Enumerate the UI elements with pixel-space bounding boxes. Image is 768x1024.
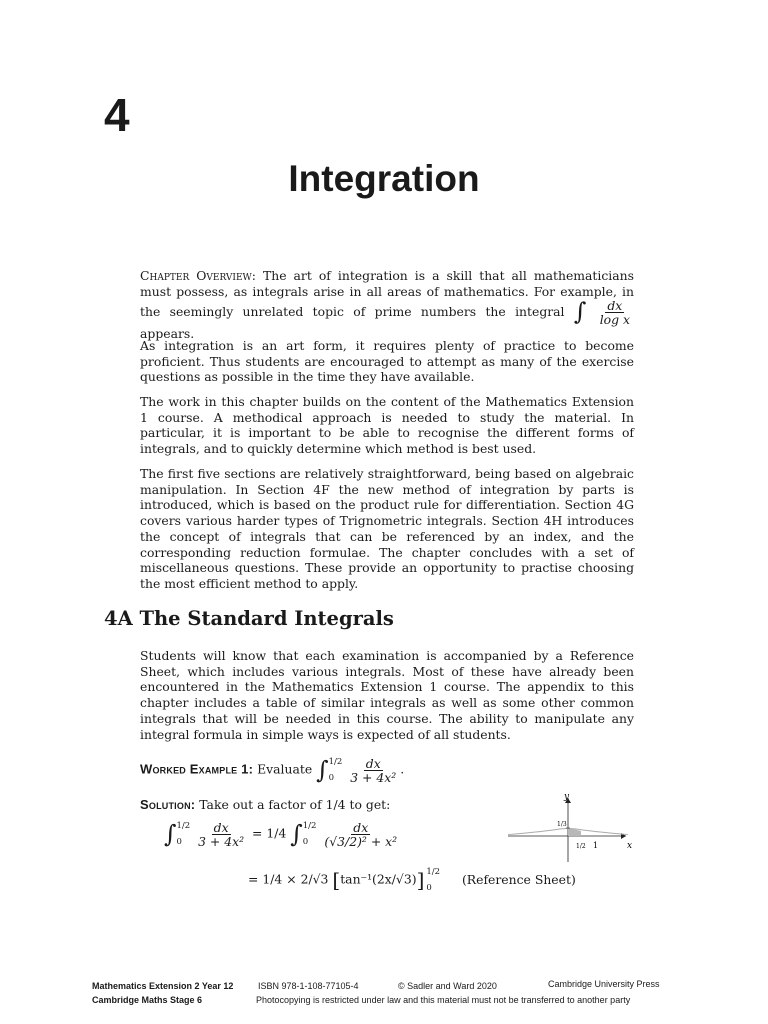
worked-example <box>140 754 404 786</box>
solution-label: Solution: <box>140 797 196 812</box>
chapter-title: Integration <box>288 158 480 199</box>
x-tick-label-half: 1/2 <box>576 843 586 850</box>
evaluation-limits <box>426 864 440 896</box>
upper-limit: 1/2 <box>328 757 343 767</box>
factor-quarter: 1/4 <box>266 825 287 841</box>
integral-limits <box>329 754 343 786</box>
worked-example-end: . <box>400 761 405 777</box>
chapter-number: 4 <box>104 89 130 141</box>
integral-graph <box>508 790 636 866</box>
right-bracket: ] <box>416 868 425 893</box>
overview-label: Chapter Overview: <box>140 268 256 283</box>
left-bracket: [ <box>332 868 341 893</box>
fraction-denominator: 3 + 4x² <box>198 833 245 849</box>
x-tick-label-one: 1 <box>593 841 599 850</box>
integral-sign: ∫ <box>164 820 177 849</box>
times-sign: × <box>286 871 297 887</box>
integral-sign: ∫ <box>290 820 303 849</box>
y-tick-label: 1/3 <box>557 821 567 828</box>
footer-series: Cambridge Maths Stage 6 <box>92 995 203 1005</box>
integral-sign: ∫ <box>573 298 587 327</box>
lower-limit: 0 <box>426 883 432 894</box>
overview-paragraph-4: The first five sections are relatively straightforward, being based on algebraic manipulation. In Section 4F the new method of integration by parts is introduced, which is based on the product rule for differentiation. Section 4G covers various harder types of Trignometric integrals. Section 4H introduces the concept of integrals that can be referenced by an index, and the corresponding reduction formulae. The chapter concludes with a set of miscellaneous questions. These provide an opportunity to practise choosing the most efficient method to apply. <box>140 466 634 591</box>
overview-integral-fraction <box>598 299 632 326</box>
integral-limits <box>303 818 317 850</box>
overview-text-a: The art of integration is a skill that all mathematicians must possess, as integrals arise in all areas of mathematics. For example, in the seemingly unrelated topic of prime numbers the integral <box>140 268 634 320</box>
lhs-fraction <box>196 821 246 848</box>
worked-example-text: Evaluate <box>257 761 313 777</box>
coefficient: 2/√3 <box>300 871 329 887</box>
solution-line <box>140 797 390 812</box>
solution-text-a: Take out a factor of <box>199 797 322 812</box>
lower-limit: 0 <box>302 837 309 848</box>
reference-note: (Reference Sheet) <box>461 871 576 887</box>
solution-equation-1 <box>164 818 401 850</box>
equals-sign: = <box>252 825 263 841</box>
footer-copyright: © Sadler and Ward 2020 <box>398 981 497 991</box>
solution-text-b: to get: <box>349 797 391 812</box>
arctan-expression: tan⁻¹(2x/√3) <box>340 871 417 887</box>
rhs-fraction <box>322 821 399 848</box>
fraction-numerator: dx <box>365 755 381 771</box>
fraction-numerator: dx <box>353 819 369 835</box>
worked-example-fraction <box>348 757 398 784</box>
overview-paragraph-3: The work in this chapter builds on the content of the Mathematics Extension 1 course. A methodical approach is needed to study the material. In particular, it is important to be able to recognise the different forms of integrals, and to quickly determine which method is best used. <box>140 394 634 457</box>
fraction-denominator: 3 + 4x² <box>350 769 397 785</box>
footer-notice: Photocopying is restricted under law and this material must not be transferred to another party <box>256 995 631 1005</box>
factor-quarter: 1/4 <box>262 871 283 887</box>
upper-limit: 1/2 <box>426 867 441 877</box>
lower-limit: 0 <box>176 837 182 848</box>
overview-text-b: appears. <box>140 326 195 342</box>
upper-limit: 1/2 <box>302 821 317 831</box>
fraction-numerator: dx <box>607 298 623 314</box>
lower-limit: 0 <box>328 773 335 784</box>
solution-factor: 1/4 <box>325 797 346 812</box>
upper-limit: 1/2 <box>176 821 191 831</box>
overview-paragraph-2: As integration is an art form, it requires plenty of practice to become proficient. Thus students are encouraged to attempt as many of the exercise questions as possible in the time they have available. <box>140 338 634 385</box>
y-axis-label: y <box>564 792 570 802</box>
section-heading: 4A The Standard Integrals <box>104 607 394 630</box>
equals-sign: = <box>248 871 259 887</box>
footer-book-title: Mathematics Extension 2 Year 12 <box>92 981 234 991</box>
integral-limits <box>176 818 190 850</box>
section-paragraph: Students will know that each examination is accompanied by a Reference Sheet, which includes various integrals. Most of these have already been encountered in the Mathematics Extension 1 course. The appendix to this chapter includes a table of similar integrals as well as some other common integrals that will be needed in this course. The ability to manipulate any integral formula in simple ways is expected of all students. <box>140 648 634 742</box>
fraction-numerator: dx <box>213 819 229 835</box>
footer-publisher: Cambridge University Press <box>548 979 660 989</box>
fraction-denominator: log x <box>599 312 630 328</box>
worked-example-label: Worked Example 1: <box>140 761 254 777</box>
integral-sign: ∫ <box>316 756 329 785</box>
solution-equation-2 <box>248 864 576 896</box>
x-axis-label: x <box>627 841 633 851</box>
overview-paragraph-1 <box>140 268 634 342</box>
footer-isbn: ISBN 978-1-108-77105-4 <box>258 981 359 991</box>
fraction-denominator: (√3/2)² + x² <box>324 833 398 849</box>
